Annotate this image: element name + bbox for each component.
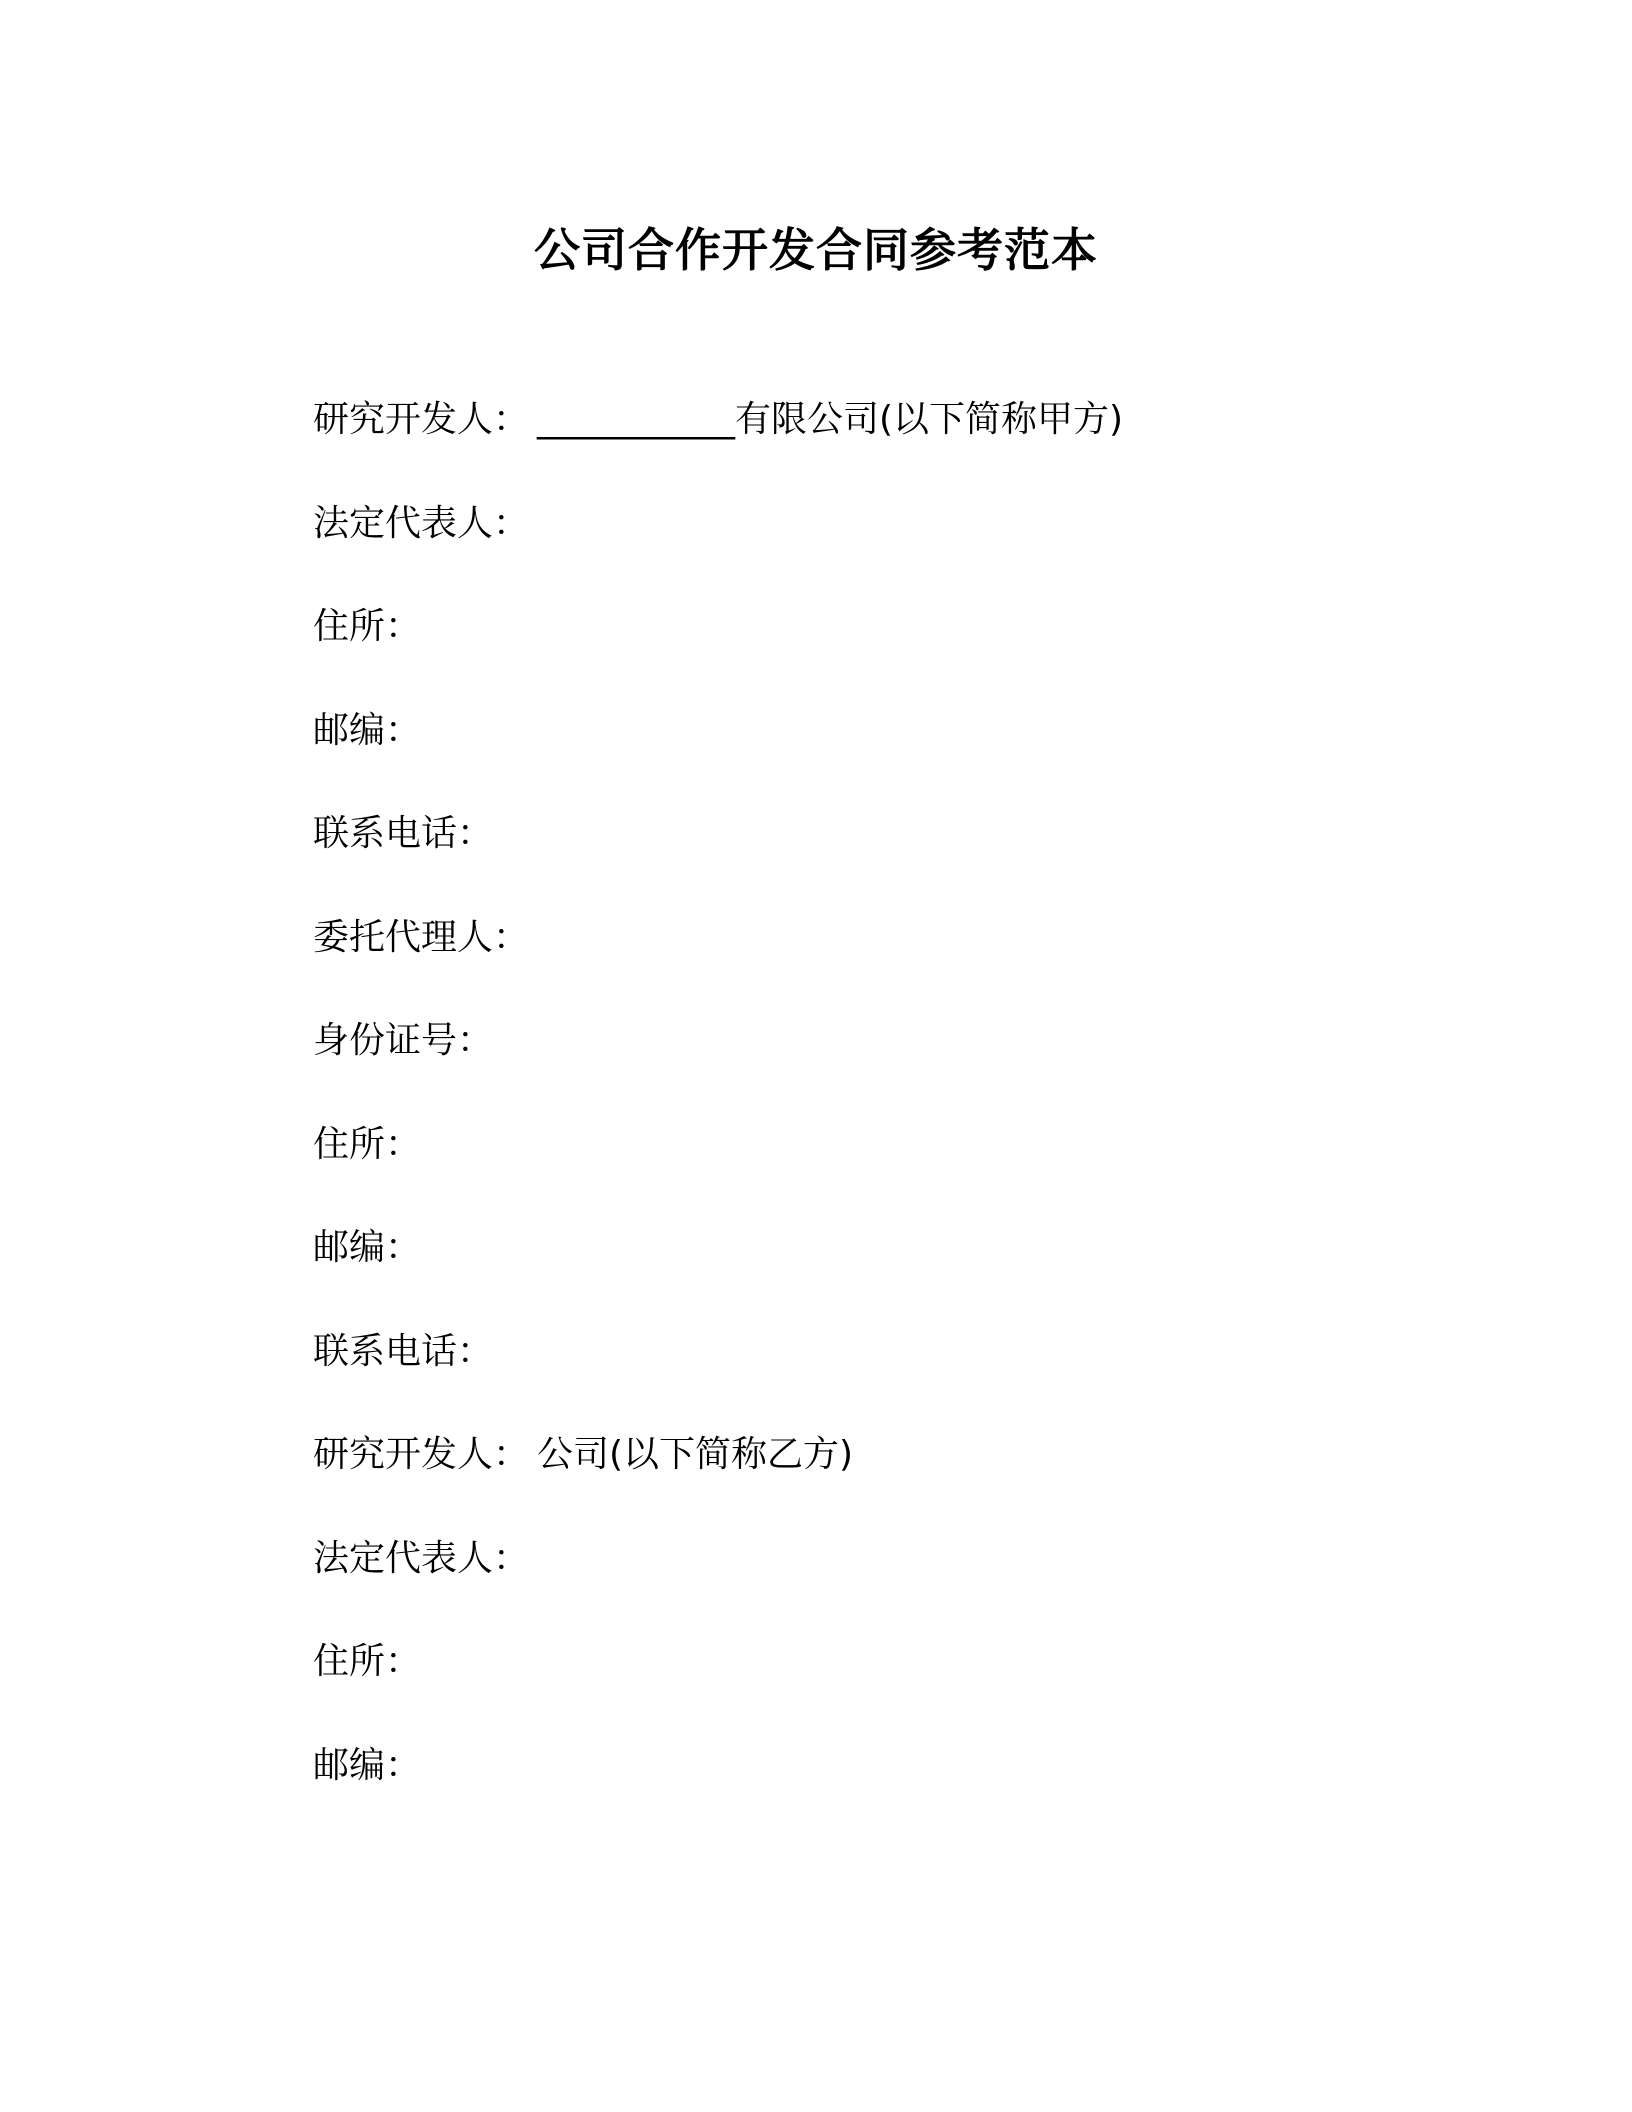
- field-label: 研究开发人：: [313, 399, 530, 440]
- field-label: 邮编：: [313, 1744, 422, 1786]
- field-label: 研究开发人：: [313, 1434, 530, 1475]
- field-postcode-b: [313, 1741, 1413, 1845]
- field-label: 委托代理人：: [313, 916, 530, 958]
- field-agent-phone: [313, 1327, 1413, 1431]
- field-value: 公司(以下简称乙方): [537, 1434, 854, 1475]
- field-value: ___________有限公司(以下简称甲方): [537, 399, 1124, 440]
- field-label: 联系电话：: [313, 1330, 494, 1372]
- field-label: 联系电话：: [313, 813, 494, 854]
- field-label: 住所：: [313, 1641, 422, 1682]
- field-legal-rep-b: [313, 1534, 1413, 1638]
- field-id-number: [313, 1016, 1413, 1120]
- party-info-fields: [313, 395, 1413, 1844]
- field-agent: [313, 913, 1413, 1017]
- field-legal-rep-a: [313, 499, 1413, 603]
- field-agent-postcode: [313, 1223, 1413, 1327]
- field-agent-address: [313, 1120, 1413, 1224]
- field-developer-a: [313, 395, 1413, 499]
- field-developer-b: [313, 1430, 1413, 1534]
- field-label: 住所：: [313, 606, 422, 647]
- field-label: 身份证号：: [313, 1020, 494, 1061]
- field-phone-a: [313, 809, 1413, 913]
- field-address-b: [313, 1637, 1413, 1741]
- field-label: 邮编：: [313, 1227, 422, 1268]
- field-label: 住所：: [313, 1123, 422, 1165]
- field-label: 法定代表人：: [313, 1537, 530, 1579]
- field-label: 邮编：: [313, 709, 422, 751]
- field-label: 法定代表人：: [313, 502, 530, 544]
- document-title: 公司合作开发合同参考范本: [534, 223, 1098, 277]
- field-address-a: [313, 602, 1413, 706]
- field-postcode-a: [313, 706, 1413, 810]
